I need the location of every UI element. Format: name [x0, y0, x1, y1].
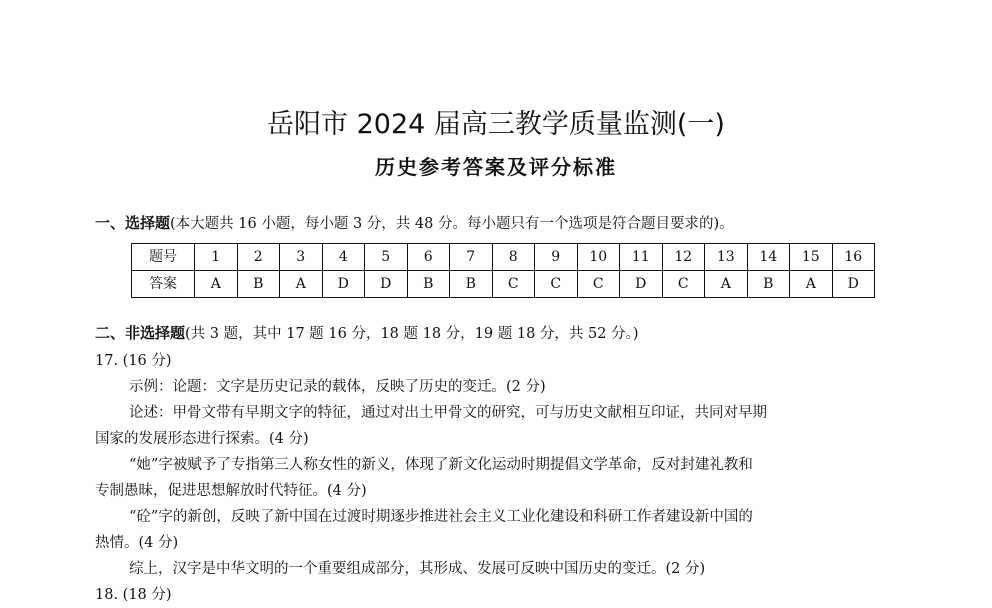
q17-line: “砼”字的新创，反映了新中国在过渡时期逐步推进社会主义工业化建设和科研工作者建设新中国的 [129, 509, 753, 525]
answer-cell: C [662, 271, 705, 298]
q18-header: 18. (18 分) [95, 587, 172, 603]
answer-cell: D [620, 271, 663, 298]
section1-heading: 一、选择题 [95, 214, 171, 232]
number-cell: 16 [832, 244, 875, 271]
q17-line: 示例：论题：文字是历史记录的载体，反映了历史的变迁。(2 分) [129, 379, 546, 395]
section1-note: (本大题共 16 小题，每小题 3 分，共 48 分。每小题只有一个选项是符合题目要求的)。 [170, 216, 734, 232]
q17-line: 热情。(4 分) [95, 535, 179, 551]
q17-line: 论述：甲骨文带有早期文字的特征，通过对出土甲骨文的研究，可与历史文献相互印证，共同对早期 [129, 405, 767, 421]
answer-cell: A [195, 271, 238, 298]
q17-line: 国家的发展形态进行探索。(4 分) [95, 431, 309, 447]
number-cell: 4 [322, 244, 365, 271]
answer-cell: C [492, 271, 535, 298]
section2-heading-line [95, 323, 639, 344]
number-cell: 15 [790, 244, 833, 271]
answer-cell: D [365, 271, 408, 298]
number-cell: 7 [450, 244, 493, 271]
answer-cell: B [237, 271, 280, 298]
number-cell: 12 [662, 244, 705, 271]
number-cell: 5 [365, 244, 408, 271]
document-subtitle: 历史参考答案及评分标准 [375, 155, 617, 179]
answer-cell: A [790, 271, 833, 298]
row-label-answer: 答案 [132, 271, 195, 298]
answer-cell: B [450, 271, 493, 298]
number-cell: 11 [620, 244, 663, 271]
answer-cell: C [577, 271, 620, 298]
answer-cell: C [535, 271, 578, 298]
section2-heading: 二、非选择题 [95, 324, 186, 342]
answer-table-number-row [132, 244, 875, 271]
answer-cell: D [322, 271, 365, 298]
number-cell: 1 [195, 244, 238, 271]
number-cell: 10 [577, 244, 620, 271]
row-label-number: 题号 [132, 244, 195, 271]
number-cell: 13 [705, 244, 748, 271]
answer-cell: B [747, 271, 790, 298]
answer-cell: B [407, 271, 450, 298]
answer-table [131, 243, 875, 298]
q17-line: 专制愚昧，促进思想解放时代特征。(4 分) [95, 483, 367, 499]
q17-line: “她”字被赋予了专指第三人称女性的新义，体现了新文化运动时期提倡文学革命，反对封建礼教和 [129, 457, 753, 473]
section1-heading-line [95, 213, 734, 234]
answer-cell: A [280, 271, 323, 298]
number-cell: 3 [280, 244, 323, 271]
answer-cell: D [832, 271, 875, 298]
number-cell: 2 [237, 244, 280, 271]
q17-line: 综上，汉字是中华文明的一个重要组成部分，其形成、发展可反映中国历史的变迁。(2 分) [129, 561, 706, 577]
number-cell: 9 [535, 244, 578, 271]
answer-table-answer-row [132, 271, 875, 298]
number-cell: 6 [407, 244, 450, 271]
document-title: 岳阳市 2024 届高三教学质量监测(一) [267, 109, 725, 140]
q17-header: 17. (16 分) [95, 353, 172, 369]
section2-note: (共 3 题，其中 17 题 16 分，18 题 18 分，19 题 18 分，共 52 分。) [185, 326, 639, 342]
number-cell: 14 [747, 244, 790, 271]
answer-cell: A [705, 271, 748, 298]
number-cell: 8 [492, 244, 535, 271]
